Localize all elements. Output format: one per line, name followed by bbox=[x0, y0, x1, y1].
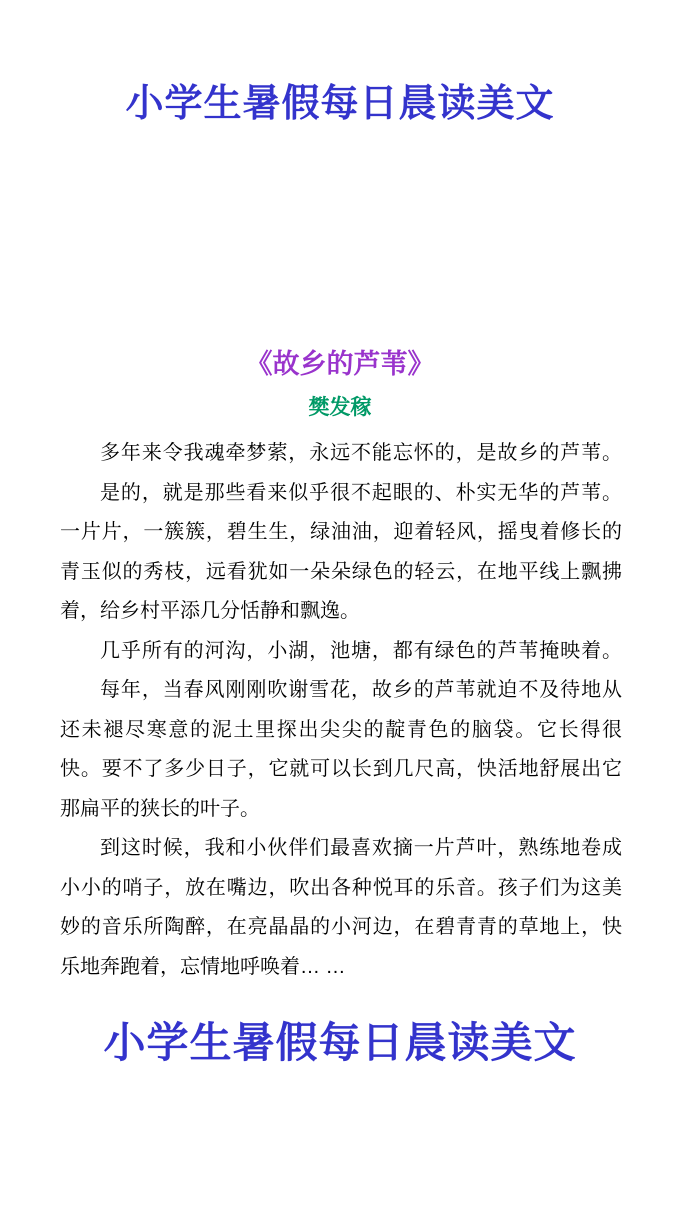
text-line: 小小的哨子，放在嘴边，吹出各种悦耳的乐音。孩子们为这美 bbox=[60, 876, 622, 899]
text-line: 着，给乡村平添几分恬静和飘逸。 bbox=[60, 600, 360, 622]
text-line: 到这时候，我和小伙伴们最喜欢摘一片芦叶，熟练地卷成 bbox=[100, 837, 622, 859]
text-line: 那扁平的狭长的叶子。 bbox=[60, 797, 260, 820]
page-footer-calligraphy: 小学生暑假每日晨读美文 bbox=[103, 1021, 577, 1067]
text-line: 快。要不了多少日子，它就可以长到几尺高，快活地舒展出它 bbox=[60, 758, 622, 780]
text-line: 妙的音乐所陶醉，在亮晶晶的小河边，在碧青青的草地上，快 bbox=[60, 916, 622, 938]
text-line: 多年来令我魂牵梦萦，永远不能忘怀的，是故乡的芦苇。 bbox=[100, 442, 622, 464]
text-line: 每年，当春风刚刚吹谢雪花，故乡的芦苇就迫不及待地从 bbox=[100, 679, 622, 701]
text-line: 还未褪尽寒意的泥土里探出尖尖的靛青色的脑袋。它长得很 bbox=[60, 718, 622, 741]
page-header-calligraphy: 小学生暑假每日晨读美文 bbox=[125, 83, 555, 125]
text-line: 是的，就是那些看来似乎很不起眼的、朴实无华的芦苇。 bbox=[100, 481, 622, 504]
article-author: 樊发稼 bbox=[308, 396, 372, 419]
text-line: 乐地奔跑着，忘情地呼唤着… … bbox=[60, 955, 346, 978]
text-line: 一片片，一簇簇，碧生生，绿油油，迎着轻风，摇曳着修长的 bbox=[60, 521, 622, 543]
article-title: 《故乡的芦苇》 bbox=[245, 349, 435, 379]
text-line: 几乎所有的河沟，小湖，池塘，都有绿色的芦苇掩映着。 bbox=[100, 639, 622, 662]
text-line: 青玉似的秀枝，远看犹如一朵朵绿色的轻云，在地平线上飘拂 bbox=[60, 560, 622, 583]
article-body bbox=[60, 434, 622, 987]
